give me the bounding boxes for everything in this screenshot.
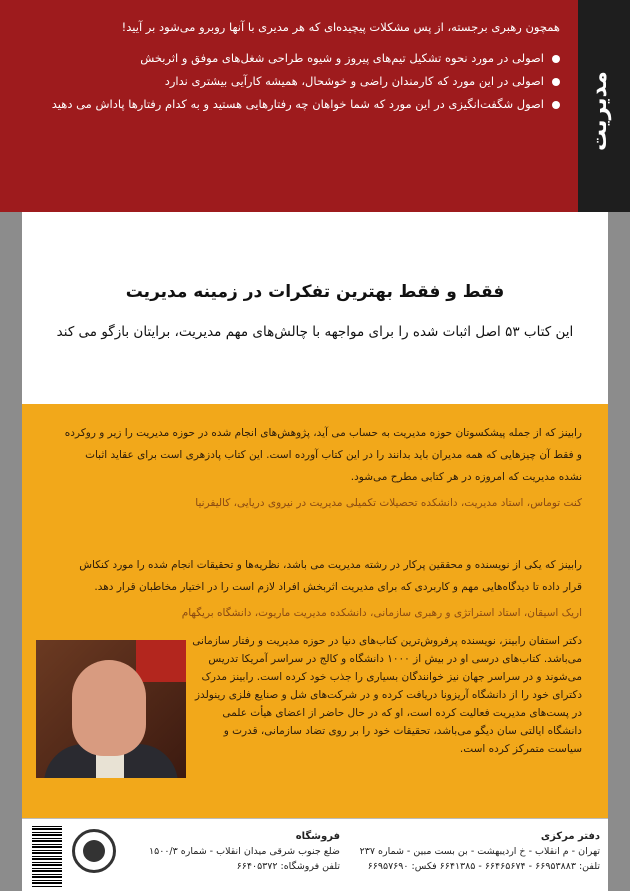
review-attribution: اریک اسیقان، استاد استراتژی و رهبری سازمانی، دانشکده مدیریت ماریوت، دانشگاه بریگهام xyxy=(181,607,582,619)
category-label: مدیریت xyxy=(587,71,612,151)
top-intro: همچون رهبری برجسته، از پس مشکلات پیچیده‌ای که هر مدیری با آنها روبرو می‌شود بر آیید! xyxy=(121,20,560,34)
store-header: فروشگاه xyxy=(295,831,340,842)
top-bullet-item: اصول شگفت‌انگیزی در این مورد که شما خواهان چه رفتارهایی هستید و به کدام رفتارها پاداش می دهید xyxy=(40,93,560,116)
review-quote xyxy=(62,422,582,514)
top-bullet-item: اصولی در مورد نحوه تشکیل تیم‌های پیروز و شیوه طراحی شغل‌های موفق و اثربخش xyxy=(40,47,560,70)
top-red-panel xyxy=(0,0,630,212)
top-text-block xyxy=(40,16,560,116)
headline: فقط و فقط بهترین تفکرات در زمینه مدیریت xyxy=(125,282,505,302)
office-header: دفتر مرکزی xyxy=(540,831,600,842)
subtitle: این کتاب ۵۳ اصل اثبات شده را برای مواجهه با چالش‌های مهم مدیریت، برایتان بازگو می کند xyxy=(56,324,574,340)
bullet-dot-icon xyxy=(552,101,560,109)
middle-white-panel xyxy=(22,212,608,404)
review-text: رابینز که از جمله پیشکسوتان حوزه مدیریت به حساب می آید، پژوهش‌های انجام شده در حوزه مدیریت را زیر و روکرده و فقط آن چیزهایی که همه مدیران باید بدانند را در این کتاب آورده است. این کتاب پادزهری است برای عقاید اثبات نشده مدیریت که امروزه در هر کتابی مطرح می‌شود. xyxy=(64,427,582,483)
office-address xyxy=(340,829,600,874)
store-address xyxy=(130,829,340,874)
review-quote xyxy=(62,554,582,624)
orange-review-panel xyxy=(22,404,608,818)
store-phone: تلفن فروشگاه: ۶۶۴۰۵۳۷۲ xyxy=(236,861,340,872)
review-attribution: کنت توماس، استاد مدیریت، دانشکده تحصیلات تکمیلی مدیریت در نیروی دریایی، کالیفرنیا xyxy=(195,497,582,509)
bullet-dot-icon xyxy=(552,55,560,63)
author-bio: دکتر استفان رابینز، نویسنده پرفروش‌ترین کتاب‌های دنیا در حوزه مدیریت و رفتار سازمانی می‌باشد. کتاب‌های درسی او در بیش از ۱۰۰۰ دانشگاه و کالج در سراسر آمریکا تدریس می‌شوند و در سراسر جهان نیز خوانندگان بسیاری را جذب خود کرده است. رابینز مدرک دکترای خود را از دانشگاه آریزونا دریافت کرده و در شرکت‌های شل و صنایع فلزی رینولدز در پست‌های مدیریت فعالیت کرده است، او که در حال حاضر از اعضای هیأت علمی دانشگاه ایالتی سان دیگو می‌باشد، تحقیقات خود را بر روی تضاد سازمانی، قدرت و سیاست متمرکز کرده است. xyxy=(192,635,582,755)
review-text: رابینز که یکی از نویسنده و محققین پرکار در رشته مدیریت می باشد، نظریه‌ها و تحقیقات انجام شده را مورد کنکاش قرار داده تا دیدگاه‌هایی مهم و کاربردی که برای مدیریت اثربخش افراد لازم است را در اختیار مخاطبان قرار دهد. xyxy=(79,559,582,593)
top-bullet-list xyxy=(40,47,560,116)
barcode-icon xyxy=(32,825,62,887)
office-address-line: تهران - م انقلاب - خ اردیبهشت - بن بست مبین - شماره ۲۳۷ xyxy=(359,846,600,857)
store-address-line: ضلع جنوب شرقی میدان انقلاب - شماره ۱۵۰۰/۳ xyxy=(149,846,340,857)
category-strip xyxy=(578,0,630,212)
bullet-dot-icon xyxy=(552,78,560,86)
office-phone: تلفن: ۶۶۹۵۳۸۸۳ - ۶۶۴۶۵۶۷۴ - ۶۶۴۱۳۸۵ فکس: ۶۶۹۵۷۶۹۰ xyxy=(367,861,600,872)
author-photo xyxy=(36,640,186,778)
footer-band xyxy=(22,818,608,891)
top-bullet-item: اصولی در این مورد که کارمندان راضی و خوشحال، همیشه کارآیی بیشتری ندارد xyxy=(40,70,560,93)
publisher-logo-icon xyxy=(72,829,116,873)
